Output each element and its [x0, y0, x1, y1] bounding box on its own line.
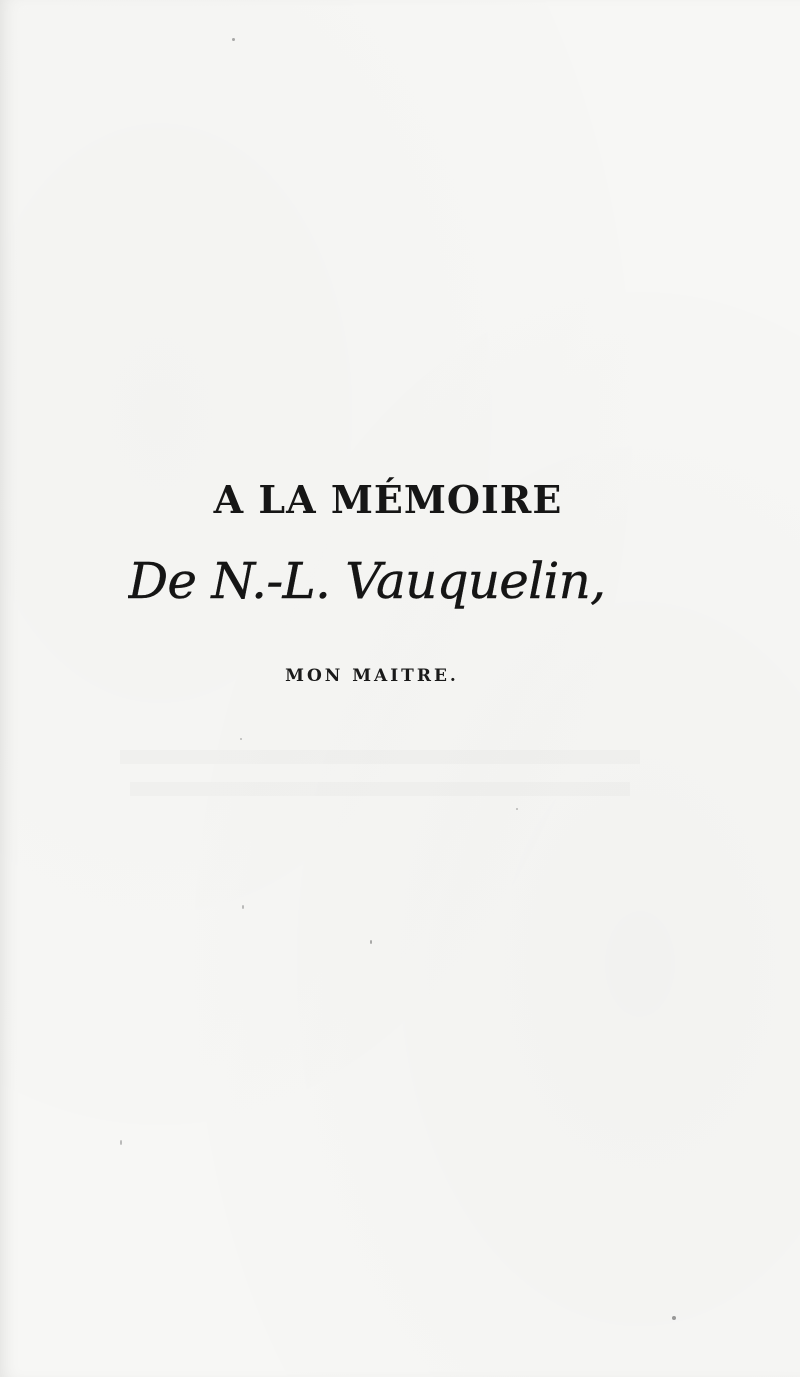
- paper-speck: [516, 808, 518, 810]
- paper-speck: [232, 38, 235, 41]
- paper-speck: [242, 905, 244, 909]
- script-name-text: De N.-L. Vauquelin,: [128, 552, 606, 610]
- paper-speck: [370, 940, 372, 944]
- paper-speck: [672, 1316, 676, 1320]
- script-name-line: [128, 548, 628, 628]
- show-through-ghost: [0, 740, 800, 810]
- paper-speck: [120, 1140, 122, 1145]
- dedication-subheading: MON MAITRE.: [285, 666, 459, 686]
- dedication-heading: A LA MÉMOIRE: [213, 477, 563, 523]
- paper-speck: [240, 738, 242, 740]
